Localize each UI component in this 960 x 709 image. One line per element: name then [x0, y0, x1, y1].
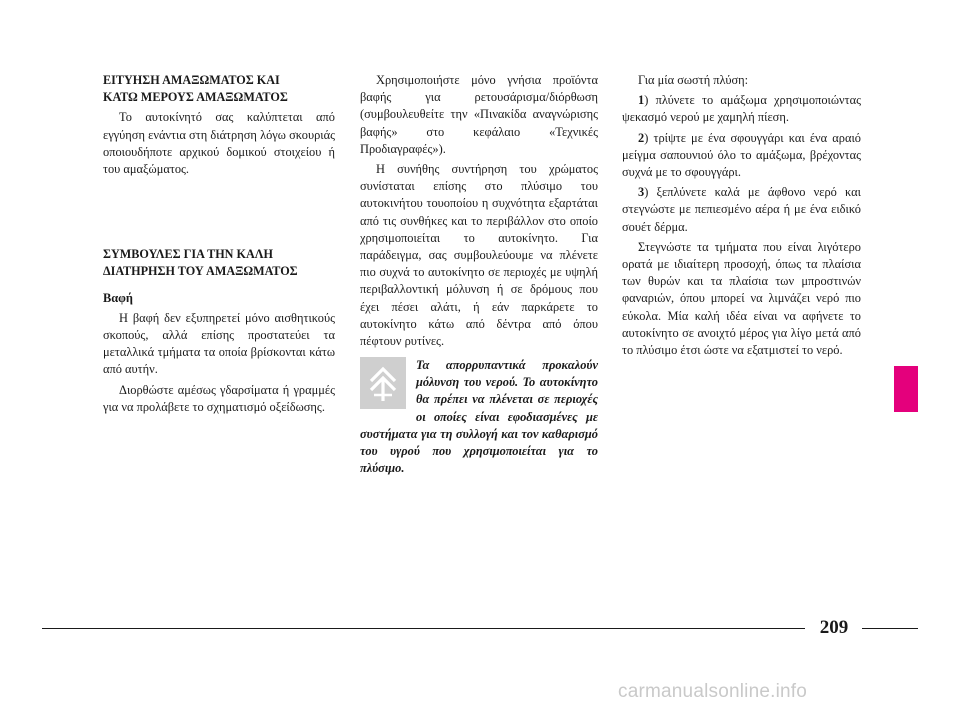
- step-number: 2: [638, 130, 645, 145]
- washing-step-3: [622, 184, 861, 236]
- watermark: carmanualsonline.info: [618, 681, 808, 702]
- washing-step-1: [622, 92, 861, 126]
- right-column: [622, 72, 861, 359]
- warranty-paragraph: Το αυτοκίνητό σας καλύπτεται από εγγύηση ενάντια στη διάτρηση λόγω σκουριάς οποιουδήποτε αρχικού δομικού στοιχείου ή του αμαξώματος.: [103, 110, 335, 177]
- heading-line: ΕΙΤΥΗΣΗ ΑΜΑΞΩΜΑΤΟΣ ΚΑΙ: [103, 73, 280, 87]
- scratch-paragraph: Διορθώστε αμέσως γδαρσίματα ή γραμμές για να προλάβετε το σχηματισμό οξείδωσης.: [103, 382, 335, 414]
- heading-line: ΣΥΜΒΟΥΛΕΣ ΓΙΑ ΤΗΝ ΚΑΛΗ: [103, 247, 274, 262]
- step-text: ) ξεπλύνετε καλά με άφθονο νερό και στεγνώστε με πεπιεσμένο αέρα ή με ένα ειδικό σουέτ δέρμα.: [622, 185, 861, 234]
- footer-rule-right: [862, 628, 918, 629]
- heading-line: ΚΑΤΩ ΜΕΡΟΥΣ ΑΜΑΞΩΜΑΤΟΣ: [103, 90, 288, 105]
- environment-warning-icon: [360, 357, 406, 409]
- step-text: ) τρίψτε με ένα σφουγγάρι και ένα αραιό μείγμα σαπουνιού όλο το αμάξωμα, βρέχοντας συχνά με το σφουγγάρι.: [622, 130, 861, 180]
- section-heading-care-tips: [103, 246, 335, 280]
- environment-warning-box: [360, 357, 598, 477]
- step-number: 1: [638, 93, 645, 108]
- washing-frequency-paragraph: Η συνήθης συντήρηση του χρώματος συνίσταται επίσης στο πλύσιμο του αυτοκινήτου τουοποίου η συχνότητα εξαρτάται από τις συνθήκες και το περιβάλλον στο οποίο χρησιμοποιείται το αυτοκίνητο. Για παράδειγμα, σας συμβουλεύουμε να πλένετε πιο συχνά το αυτοκίνητο σε περιοχές με υψηλή περιβαλλοντική μόλυνση ή σε δρόμους που έχει πέσει αλάτι, ή εάν παρκάρετε το αυτοκίνητο κάτω από δέντρα από όπου πέφτουν ρυτίνες.: [360, 162, 598, 349]
- left-column: [103, 72, 335, 416]
- environment-warning-text: Τα απορρυπαντικά προκαλούν μόλυνση του νερού. Το αυτοκίνητο θα πρέπει να πλένεται σε περιοχές οι οποίες είναι εφοδιασμένες με συστήματα για τη συλλογή και τον καθαρισμό του υγρού που χρησιμοποιείται για το πλύσιμο.: [360, 358, 598, 476]
- subheading-paint: Βαφή: [103, 290, 133, 305]
- paint-paragraph: Η βαφή δεν εξυπηρετεί μόνο αισθητικούς σκοπούς, αλλά επίσης προστατεύει τα μεταλλικά τμήματα τα οποία βρίσκονται κάτω από αυτήν.: [103, 310, 335, 377]
- section-heading-warranty: [103, 72, 335, 106]
- middle-column: [360, 72, 598, 350]
- drying-paragraph: Στεγνώστε τα τμήματα που είναι λιγότερο ορατά με ιδιαίτερη προσοχή, όπως τα πλαίσια των θυρών και τα πλαίσια των μπροστινών φαναριών, όπου μπορεί να λιμνάζει νερό πιο εύκολα. Μία καλή ιδέα είναι να αφήνετε το αυτοκίνητο σε ανοιχτό μέρος για λίγο μετά από το πλύσιμο έτσι ώστε να εξατμιστεί το νερό.: [622, 239, 861, 358]
- section-color-tab: [894, 366, 918, 412]
- step-text: ) πλύνετε το αμάξωμα χρησιμοποιώντας ψεκασμό νερού με χαμηλή πίεση.: [622, 93, 861, 125]
- heading-line: ΔΙΑΤΗΡΗΣΗ ΤΟΥ ΑΜΑΞΩΜΑΤΟΣ: [103, 264, 298, 279]
- genuine-paint-paragraph: Χρησιμοποιήστε μόνο γνήσια προϊόντα βαφής για ρετουσάρισμα/διόρθωση (συμβουλευθείτε την «Πινακίδα αναγνώρισης βαφής» στο κεφάλαιο «Τεχνικές Προδιαγραφές»).: [360, 73, 598, 156]
- washing-step-2: [622, 130, 861, 182]
- footer-rule-left: [42, 628, 805, 629]
- page-number: 209: [819, 617, 849, 638]
- washing-intro: Για μία σωστή πλύση:: [638, 73, 749, 87]
- step-number: 3: [638, 185, 645, 200]
